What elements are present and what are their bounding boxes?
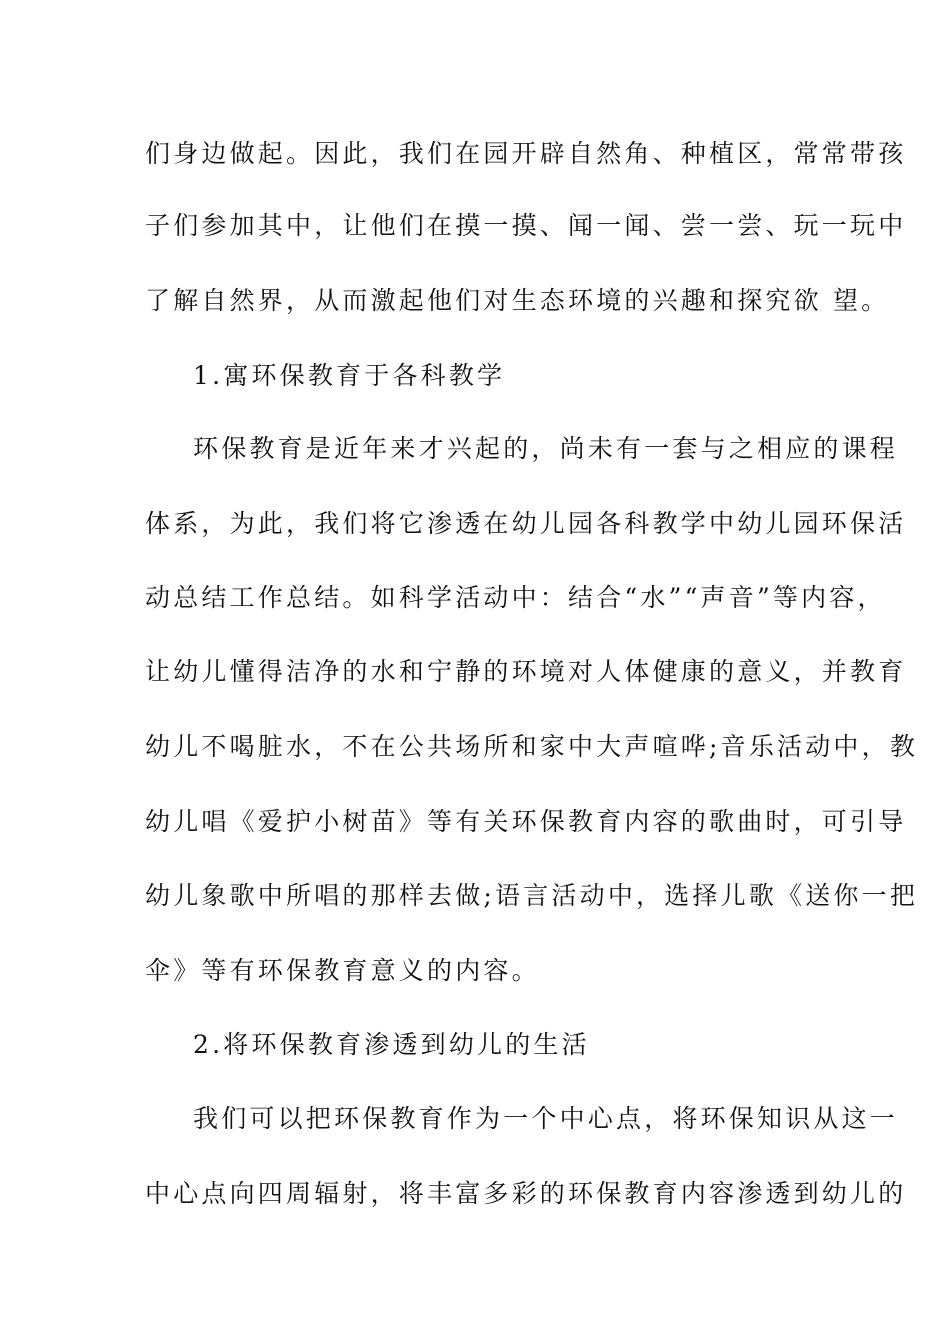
text-line: 伞》等有环保教育意义的内容。	[145, 956, 540, 985]
text-line: 了解自然界，从而激起他们对生态环境的兴趣和探究欲 望。	[145, 286, 890, 315]
text-line: 我们可以把环保教育作为一个中心点，将环保知识从这一	[193, 1104, 899, 1133]
text-line: 让幼儿懂得洁净的水和宁静的环境对人体健康的意义，并教育	[145, 657, 907, 686]
text-line: 动总结工作总结。如科学活动中：结合“水”“声音”等内容，	[145, 583, 886, 612]
text-line: 环保教育是近年来才兴起的，尚未有一套与之相应的课程	[193, 434, 899, 463]
text-line: 幼儿不喝脏水，不在公共场所和家中大声喧哗;音乐活动中，教	[145, 732, 919, 761]
section-heading: 2.将环保教育渗透到幼儿的生活	[193, 1030, 590, 1059]
text-line: 幼儿象歌中所唱的那样去做;语言活动中，选择儿歌《送你一把	[145, 881, 919, 910]
text-line: 子们参加其中，让他们在摸一摸、闻一闻、尝一尝、玩一玩中	[145, 211, 907, 240]
text-line: 体系，为此，我们将它渗透在幼儿园各科教学中幼儿园环保活	[145, 509, 907, 538]
text-line: 们身边做起。因此，我们在园开辟自然角、种植区，常常带孩	[145, 139, 907, 168]
text-line: 中心点向四周辐射，将丰富多彩的环保教育内容渗透到幼儿的	[145, 1179, 907, 1208]
section-heading: 1.寓环保教育于各科教学	[193, 361, 506, 390]
text-line: 幼儿唱《爱护小树苗》等有关环保教育内容的歌曲时，可引导	[145, 807, 907, 836]
